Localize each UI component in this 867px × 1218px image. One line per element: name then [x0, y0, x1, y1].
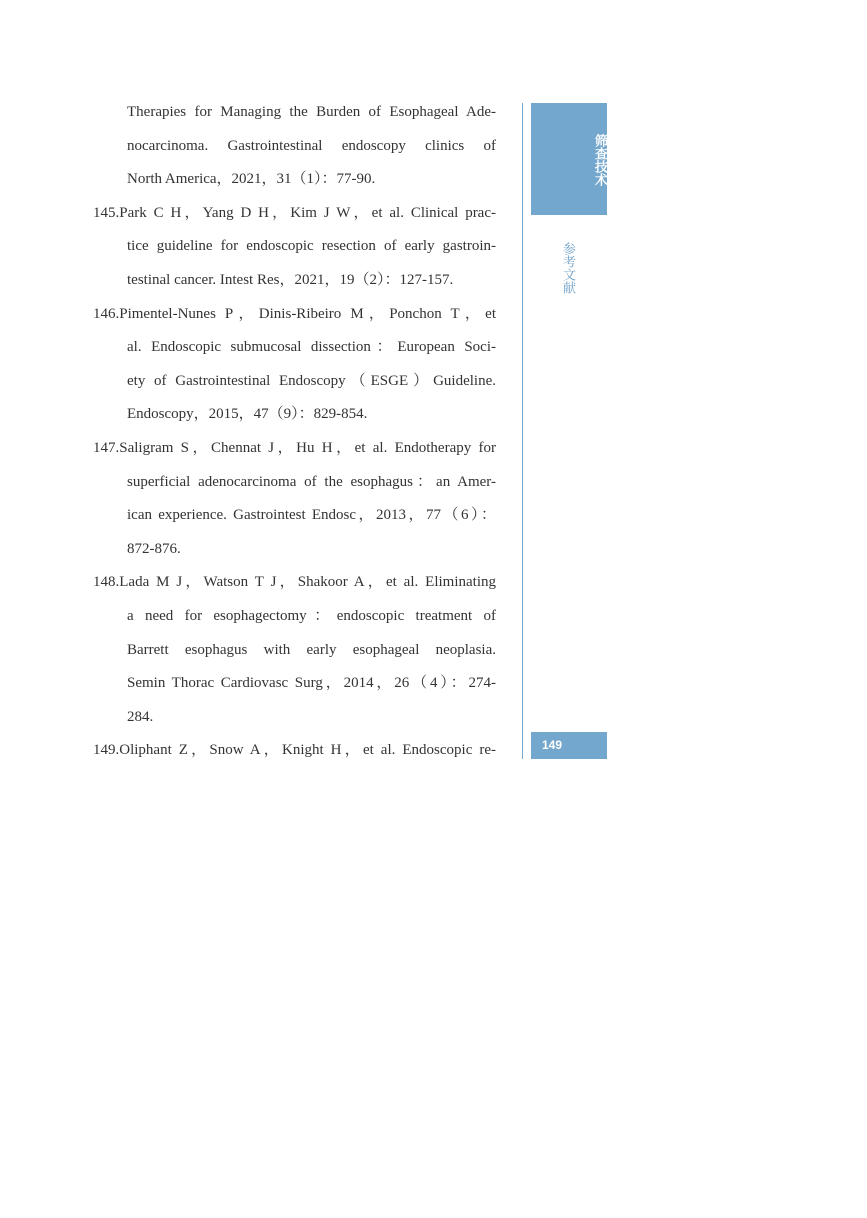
- page-number-tab: [531, 732, 607, 759]
- reference-line: nocarcinoma. Gastrointestinal endoscopy clinics of: [127, 137, 496, 154]
- reference-list: [93, 96, 496, 768]
- reference-line: Endoscopy，2015，47（9）：829-854.: [127, 406, 368, 423]
- reference-line: a need for esophagectomy：endoscopic treatment of: [127, 607, 496, 624]
- reference-line: 147.Saligram S，Chennat J，Hu H，et al. Endotherapy for: [93, 439, 496, 456]
- page-number: 149: [542, 738, 563, 752]
- section-tab: [531, 103, 607, 215]
- reference-line: tice guideline for endoscopic resection of early gastroin-: [127, 238, 496, 255]
- chapter-label: 参考文献: [560, 242, 575, 294]
- section-tab-label: 筛查技术: [592, 134, 607, 186]
- reference-line: Therapies for Managing the Burden of Esophageal Ade-: [127, 104, 496, 120]
- reference-line: 148.Lada M J，Watson T J，Shakoor A，et al. Eliminating: [93, 574, 496, 591]
- reference-line: Semin Thorac Cardiovasc Surg，2014，26（4）：274-: [127, 675, 496, 692]
- reference-line: testinal cancer. Intest Res，2021，19（2）：127-157.: [127, 271, 454, 288]
- reference-line: al. Endoscopic submucosal dissection：European Soci-: [127, 339, 496, 356]
- reference-line: Barrett esophagus with early esophageal neoplasia.: [127, 641, 496, 658]
- reference-line: 149.Oliphant Z，Snow A，Knight H，et al. Endoscopic re-: [93, 742, 496, 759]
- reference-line: 872-876.: [127, 540, 181, 557]
- reference-line: 284.: [127, 708, 154, 725]
- reference-line: ety of Gastrointestinal Endoscopy（ESGE）Guideline.: [127, 372, 496, 389]
- reference-line: ican experience. Gastrointest Endosc，2013，77（6）：: [127, 507, 496, 524]
- margin-divider: [522, 103, 523, 759]
- reference-line: 145.Park C H，Yang D H，Kim J W，et al. Clinical prac-: [93, 204, 496, 221]
- reference-line: 146.Pimentel-Nunes P，Dinis-Ribeiro M，Ponchon T，et: [93, 305, 496, 322]
- reference-line: superficial adenocarcinoma of the esophagus：an Amer-: [127, 473, 496, 490]
- reference-line: North America，2021，31（1）：77-90.: [127, 171, 376, 188]
